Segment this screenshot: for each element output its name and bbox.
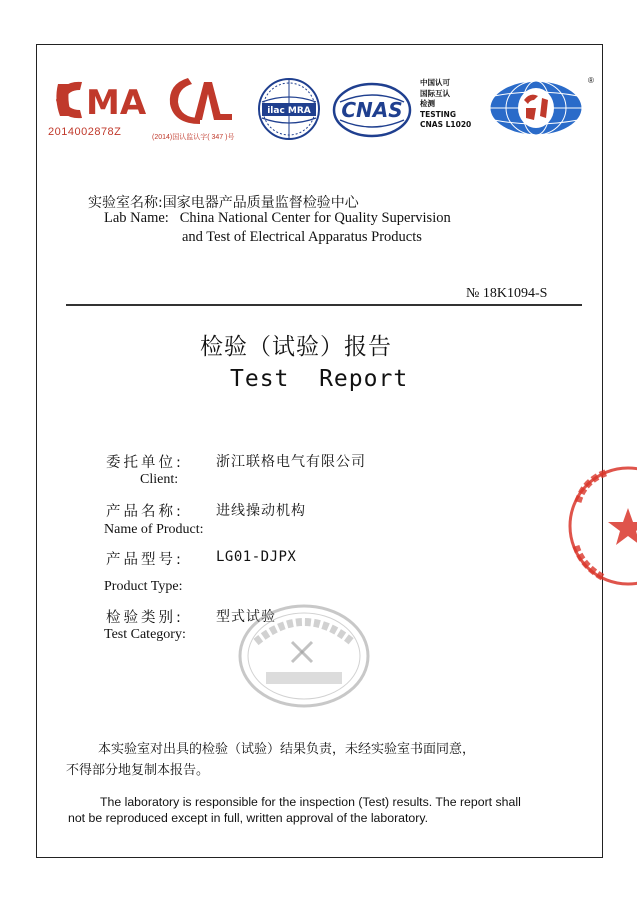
cal-certificate-code: (2014)国认监认字( 347 )号: [152, 134, 235, 141]
product-type-label-en: Product Type:: [104, 579, 183, 594]
cal-letters: AL: [364, 274, 366, 275]
test-category-label-en: Test Category:: [104, 627, 186, 642]
lab-name-cn: [88, 192, 359, 212]
report-title-en: Test Report: [230, 366, 409, 392]
product-name-value: 进线操动机构: [216, 503, 306, 519]
cnas-cert-line: TESTING: [420, 109, 456, 119]
lab-name-cn-value: 国家电器产品质量监督检验中心: [162, 195, 359, 211]
product-name-label-cn: 产品名称:: [106, 504, 184, 520]
lab-name-en-label: Lab Name:: [104, 210, 169, 226]
disclaimer-en-line1: The laboratory is responsible for the inspection (Test) results. The report shall: [100, 795, 521, 809]
cnas-cert-line: 国际互认: [420, 88, 450, 98]
cma-certificate-code: 2014002878Z: [48, 126, 122, 138]
ilac-mra-logo: [256, 76, 322, 142]
product-type-value: LG01-DJPX: [216, 549, 297, 565]
disclaimer-cn-line1: 本实验室对出具的检验（试验）结果负责，未经实验室书面同意，: [98, 742, 476, 757]
client-label-cn: 委托单位:: [106, 455, 184, 471]
product-name-label-en: Name of Product:: [104, 522, 204, 537]
cnas-cert-line: CNAS L1020: [420, 120, 472, 129]
cma-logo: [52, 78, 150, 122]
client-value: 浙江联格电气有限公司: [216, 454, 366, 470]
cnas-cert-line: 中国认可: [420, 78, 450, 87]
red-seal-stamp: [564, 462, 637, 590]
cnas-cert-text: [420, 78, 471, 131]
cma-letters: MA: [86, 83, 147, 123]
lab-name-en: [104, 210, 451, 227]
lab-name-en-line2: and Test of Electrical Apparatus Products: [182, 229, 422, 245]
registered-mark: ®: [588, 76, 594, 85]
test-category-value: 型式试验: [216, 609, 276, 625]
ilac-text: ilac MRA: [267, 106, 311, 116]
report-number: № 18K1094-S: [466, 286, 548, 301]
cnas-logo: [332, 80, 412, 140]
product-type-label-cn: 产品型号:: [106, 552, 184, 568]
client-label-en: Client:: [140, 472, 179, 487]
report-title-cn: 检验（试验）报告: [200, 334, 392, 360]
cnas-cert-line: 检测: [420, 99, 435, 108]
disclaimer-cn-line2: 不得部分地复制本报告。: [66, 763, 210, 778]
dqg-globe-logo: [486, 78, 586, 138]
test-category-label-cn: 检验类别:: [106, 610, 184, 626]
lab-name-en-line1: China National Center for Quality Supervision: [179, 210, 451, 226]
gray-seal-stamp: [236, 602, 372, 710]
cnas-text: CNAS: [341, 98, 403, 122]
disclaimer-en-line2: not be reproduced except in full, written approval of the laboratory.: [68, 811, 429, 825]
lab-name-cn-label: 实验室名称:: [88, 195, 163, 211]
divider: [66, 304, 582, 306]
